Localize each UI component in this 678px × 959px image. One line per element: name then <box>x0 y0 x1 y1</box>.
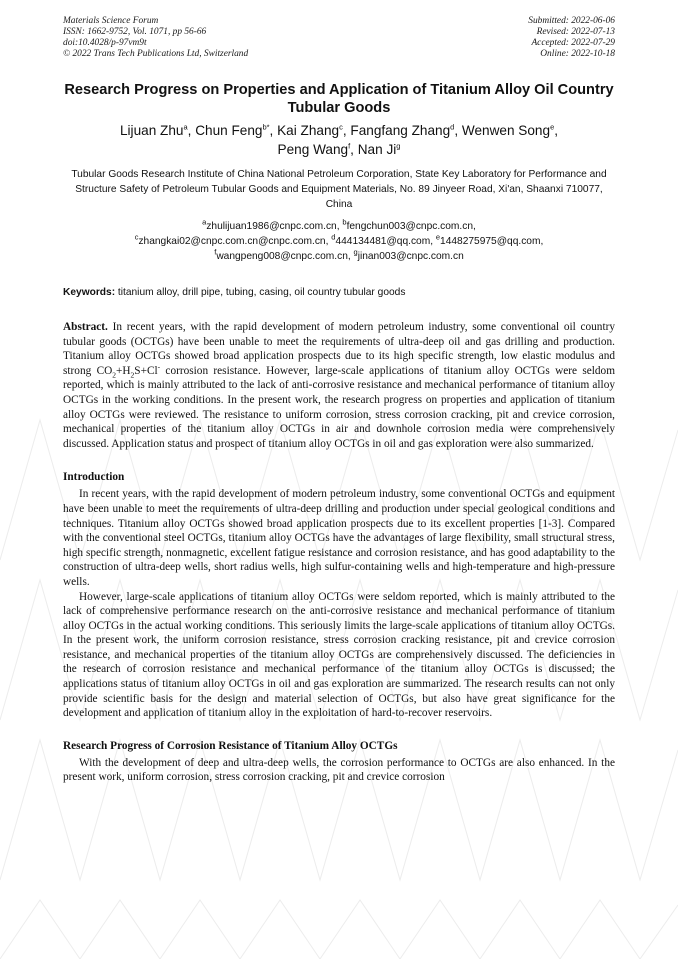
keywords-label: Keywords: <box>63 287 116 298</box>
paragraph: With the development of deep and ultra-deep wells, the corrosion performance to OCTGs are also enhanced. In the present work, uniform corrosion, stress corrosion cracking, pit and crevice corrosion <box>63 756 615 784</box>
paragraph: In recent years, with the rapid development of modern petroleum industry, some conventional OCTGs and equipment have been unable to meet the requirements of ultra-deep drilling and production under special geological conditions and techniques. Titanium alloy OCTGs showed broad application prospects due to its excellent properties [1-3]. Compared with the conventional steel OCTGs, titanium alloy OCTGs have the advantages of large flexibility, small structural stress, high specific strength, nonmagnetic, excellent fatigue resistance and corrosion resistance, and has good adaptability to the construction of ultra-deep wells, short radius wells, high sulfur-containing wells and high-temperature and high-pressure wells. <box>63 488 615 588</box>
author: Peng Wang$^f$, <box>277 141 358 157</box>
email-link[interactable]: $^f$wangpeng008@cnpc.com.cn <box>214 247 348 262</box>
accepted-date: Accepted: 2022-07-29 <box>531 38 615 48</box>
abstract: Abstract. In recent years, with the rapid development of modern petroleum industry, some conventional oil country tubular goods (OCTGs) have been unable to meet the requirements of ultra-deep oil and gas drilling and production. Titanium alloy OCTGs showed broad application prospects due to its high specific strength, low elastic modulus and strong $CO_2+H_2S+Cl^-$ corrosion resistance. However, large-scale applications of titanium alloy OCTGs were seldom reported, which is mainly attributed to the lack of anti-corrosive resistance and mechanical performance of titanium alloy OCTGs in the working conditions. In the present work, the research progress on properties and application of titanium alloy OCTGs were reviewed. The resistance to uniform corrosion, stress corrosion cracking, pit and crevice corrosion, mechanical properties of the titanium alloy OCTGs in air and downhole corrosion media were comprehensively discussed. Application status and prospect of titanium alloy OCTGs in oil and gas exploration were also summarized. <box>63 321 615 450</box>
publication-info <box>63 16 248 60</box>
copyright-line: © 2022 Trans Tech Publications Ltd, Switzerland <box>63 49 249 59</box>
email-link[interactable]: $^c$zhangkai02@cnpc.com.cn@cnpc.com.cn <box>134 232 326 247</box>
keywords-text: titanium alloy, drill pipe, tubing, casing, oil country tubular goods <box>115 287 406 298</box>
author: Fangfang Zhang$^d$, <box>350 122 462 138</box>
paper-title: Research Progress on Properties and Application of Titanium Alloy Oil Country Tubular Goods <box>64 82 614 116</box>
paper-page <box>63 16 615 785</box>
paragraph: However, large-scale applications of titanium alloy OCTGs were seldom reported, which is mainly attributed to the lack of comprehensive performance research on the anti-corrosive resistance and mechanical performance of titanium alloy OCTGs in the actual working conditions. This seriously limits the large-scale applications of titanium alloy OCTGs. In the present work, the uniform corrosion resistance, stress corrosion cracking resistance, pit and crevice corrosion resistance, and mechanical properties of the titanium alloy OCTGs are comprehensively discussed. The deficiencies in the research of corrosion resistance and mechanical performance of the titanium alloy OCTGs is discussed; the applications status of titanium alloy OCTGs in oil and gas exploration are summarized. The research results can not only provide scientific basis for the design and material selection of OCTGs, but also have great significance for the development and application of titanium alloy in the exploitation of hard-to-recover reservoirs. <box>63 590 615 720</box>
section-heading-corrosion: Research Progress of Corrosion Resistance of Titanium Alloy OCTGs <box>63 739 398 752</box>
email-list: $^a$zhulijuan1986@cnpc.com.cn, $^b$fengchun003@cnpc.com.cn, $^c$zhangkai02@cnpc.com.cn@cnpc.com.cn, $^d$444134481@qq.com, $^e$1448275975@qq.com, $^f$wangpeng008@cnpc.com.cn, $^g$jinan003@cnpc.com.cn <box>134 217 544 262</box>
abstract-label: Abstract. <box>63 321 108 333</box>
email-link[interactable]: $^e$1448275975@qq.com <box>435 232 541 247</box>
issn-line: ISSN: 1662-9752, Vol. 1071, pp 56-66 <box>63 27 207 37</box>
affiliation: Tubular Goods Research Institute of China National Petroleum Corporation, State Key Laboratory for Performance and Structure Safety of Petroleum Tubular Goods and Equipment Materials, No. 89 Jinyeer Road, Xi'an, Shaanxi 710077, China <box>71 169 607 210</box>
publication-dates <box>528 16 615 60</box>
author: Wenwen Song$^e$, <box>461 122 559 138</box>
author: Nan Ji$^g$ <box>357 141 401 157</box>
running-header <box>63 16 615 60</box>
keywords <box>63 286 615 300</box>
author-list <box>63 121 615 159</box>
online-date: Online: 2022-10-18 <box>540 49 615 59</box>
email-link[interactable]: $^b$fengchun003@cnpc.com.cn <box>342 217 474 232</box>
revised-date: Revised: 2022-07-13 <box>536 27 615 37</box>
submitted-date: Submitted: 2022-06-06 <box>528 16 615 26</box>
email-link[interactable]: $^a$zhulijuan1986@cnpc.com.cn <box>202 217 337 232</box>
email-link[interactable]: $^d$444134481@qq.com <box>331 232 431 247</box>
author: Lijuan Zhu$^a$, <box>119 122 196 138</box>
author: Chun Feng$^{b*}$, <box>195 122 278 138</box>
email-link[interactable]: $^g$jinan003@cnpc.com.cn <box>353 247 464 262</box>
doi-link[interactable]: doi:10.4028/p-97vm9t <box>63 38 147 48</box>
section-heading-introduction: Introduction <box>63 471 125 484</box>
author: Kai Zhang$^c$, <box>277 122 351 138</box>
chemical-formula: $CO_2+H_2S+Cl^-$ <box>96 362 161 380</box>
journal-name: Materials Science Forum <box>63 16 159 26</box>
